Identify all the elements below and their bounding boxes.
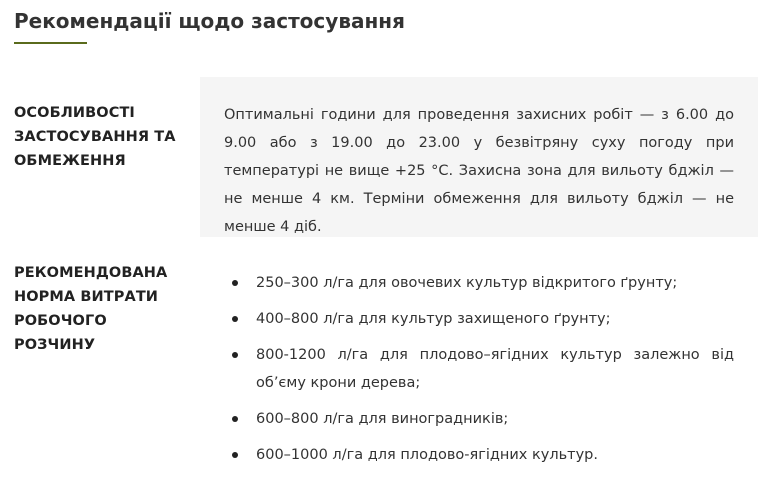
- list-item-text: 250–300 л/га для овочевих культур відкритого ґрунту;: [256, 275, 678, 291]
- section-title: Рекомендації щодо застосування: [14, 9, 405, 33]
- bullet-icon: [232, 280, 238, 286]
- list-item: [224, 441, 734, 469]
- restrictions-label: ОСОБЛИВОСТІ ЗАСТОСУВАННЯ ТА ОБМЕЖЕННЯ: [14, 105, 176, 169]
- list-item: [224, 341, 734, 397]
- list-item: [224, 305, 734, 333]
- bullet-icon: [232, 352, 238, 358]
- bullet-icon: [232, 416, 238, 422]
- restrictions-text: Оптимальні години для проведення захисних робіт — з 6.00 до 9.00 або з 19.00 до 23.00 у безвітряну суху погоду при температурі не вище +25 °С. Захисна зона для вильоту бджіл — не менше 4 км. Терміни обмеження для вильоту бджіл — не менше 4 діб.: [224, 107, 734, 235]
- title-underline: [14, 42, 87, 44]
- bullet-icon: [232, 452, 238, 458]
- list-item-text: 600–800 л/га для виноградників;: [256, 411, 509, 427]
- list-item: [224, 405, 734, 433]
- rates-list: [224, 269, 734, 477]
- list-item-text: 400–800 л/га для культур захищеного ґрунту;: [256, 311, 611, 327]
- restrictions-box: [200, 77, 758, 237]
- list-item: [224, 269, 734, 297]
- list-item-text: 800-1200 л/га для плодово–ягідних культур залежно від об’єму крони дерева;: [256, 347, 734, 391]
- rates-label: РЕКОМЕНДОВАНА НОРМА ВИТРАТИ РОБОЧОГО РОЗЧИНУ: [14, 265, 168, 353]
- bullet-icon: [232, 316, 238, 322]
- list-item-text: 600–1000 л/га для плодово-ягідних культур.: [256, 447, 598, 463]
